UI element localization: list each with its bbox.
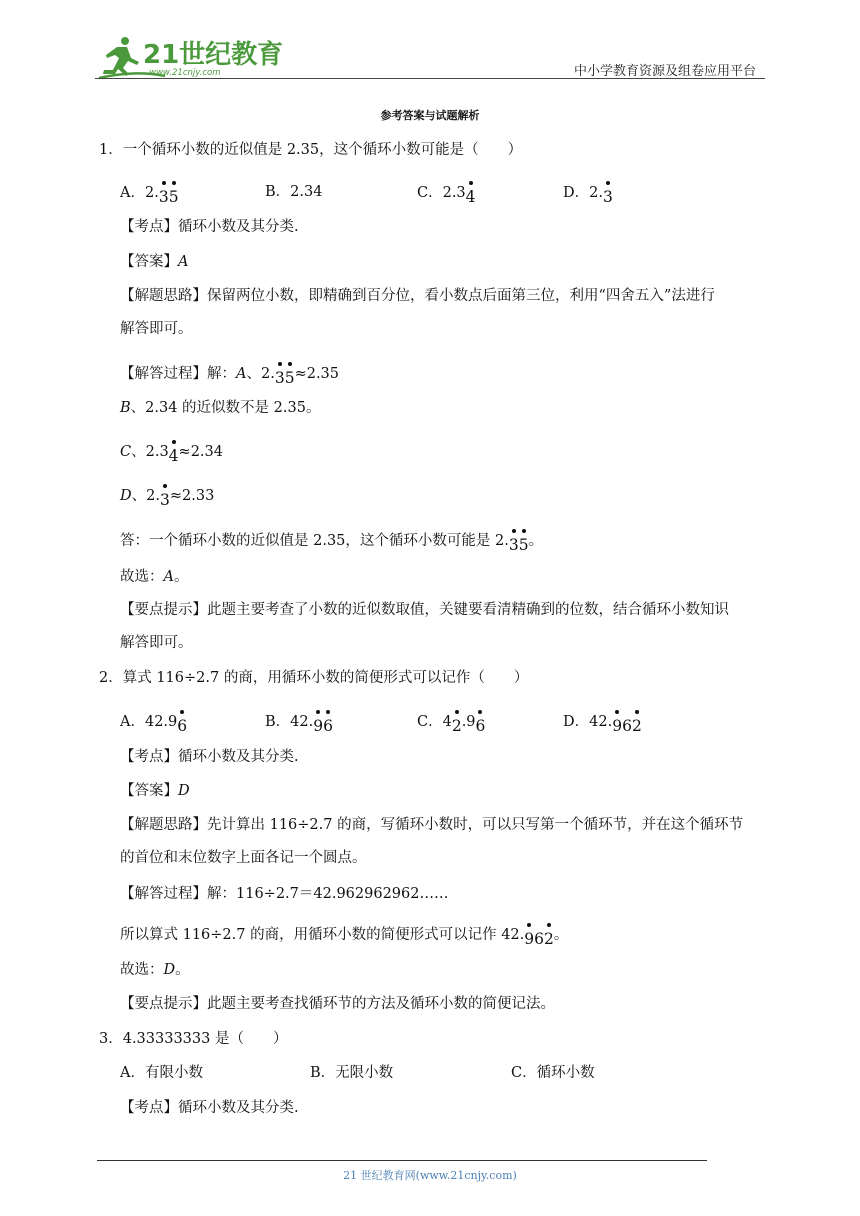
q1-option-b: B．2.34 (265, 184, 323, 200)
q3-option-b: B．无限小数 (310, 1065, 394, 1081)
footer-divider (97, 1160, 707, 1161)
q3-option-a: A．有限小数 (120, 1065, 203, 1081)
q1-silu-line2: 解答即可。 (120, 321, 193, 337)
header-divider (95, 78, 765, 79)
q1-option-a: A．2. 3 5 (120, 185, 179, 201)
q1-kaodian: 【考点】循环小数及其分类. (120, 219, 299, 235)
logo-url: www.21cnjy.com (149, 68, 221, 78)
q1-stem: 1．一个循环小数的近似值是 2.35，这个循环小数可能是（ ） (99, 142, 523, 158)
page-title: 参考答案与试题解析 (380, 109, 480, 122)
q2-silu-line2: 的首位和末位数字上面各记一个圆点。 (120, 850, 367, 866)
q2-process: 【解答过程】解：116÷2.7＝42.962962962…… (120, 886, 449, 902)
q1-process-b: B、2.34 的近似数不是 2.35。 (120, 400, 321, 416)
q2-tip: 【要点提示】此题主要考查找循环节的方法及循环小数的简便记法。 (120, 996, 555, 1012)
q3-option-c: C．循环小数 (511, 1065, 595, 1081)
q1-silu-line1: 【解题思路】保留两位小数，即精确到百分位，看小数点后面第三位，利用“四舍五入”法进行 (120, 288, 715, 304)
q2-option-b: B．42. 9 6 (265, 714, 333, 730)
logo-text: 21世纪教育 (143, 40, 284, 70)
q2-option-d: D．42. 96 2 (563, 714, 642, 730)
q1-conclusion: 答：一个循环小数的近似值是 2.35，这个循环小数可能是 2. 3 5。 (120, 533, 543, 549)
q1-process-a: 【解答过程】解：A、2. 3 5≈2.35 (120, 366, 339, 382)
q2-silu-line1: 【解题思路】先计算出 116÷2.7 的商，写循环小数时，可以只写第一个循环节，并在这个循环节 (120, 817, 744, 833)
header-platform-text: 中小学教育资源及组卷应用平台 (573, 64, 756, 79)
q1-choice: 故选：A。 (120, 569, 189, 585)
q2-choice: 故选：D。 (120, 962, 190, 978)
q1-process-c: C、2.3 4≈2.34 (120, 444, 223, 460)
q2-option-a: A．42.9 6 (120, 714, 187, 730)
q1-tip-line1: 【要点提示】此题主要考查了小数的近似数取值，关键要看清精确到的位数，结合循环小数知识 (120, 602, 729, 618)
q1-tip-line2: 解答即可。 (120, 635, 193, 651)
q1-answer: 【答案】A (120, 254, 189, 270)
q3-stem: 3．4.33333333 是（ ） (99, 1031, 288, 1047)
q2-answer: 【答案】D (120, 783, 190, 799)
q1-option-c: C．2.3 4 (417, 185, 476, 201)
q2-stem: 2．算式 116÷2.7 的商，用循环小数的简便形式可以记作（ ） (99, 670, 529, 686)
q3-kaodian: 【考点】循环小数及其分类. (120, 1100, 299, 1116)
q1-option-d: D．2. 3 (563, 185, 613, 201)
q1-process-d: D、2. 3≈2.33 (120, 488, 214, 504)
footer-link[interactable]: 21 世纪教育网(www.21cnjy.com) (343, 1169, 517, 1182)
q2-option-c: C．4 2.9 6 (417, 714, 485, 730)
q2-conclusion: 所以算式 116÷2.7 的商，用循环小数的简便形式可以记作 42. 96 2。 (120, 927, 568, 943)
site-logo (95, 34, 284, 80)
q2-kaodian: 【考点】循环小数及其分类. (120, 749, 299, 765)
